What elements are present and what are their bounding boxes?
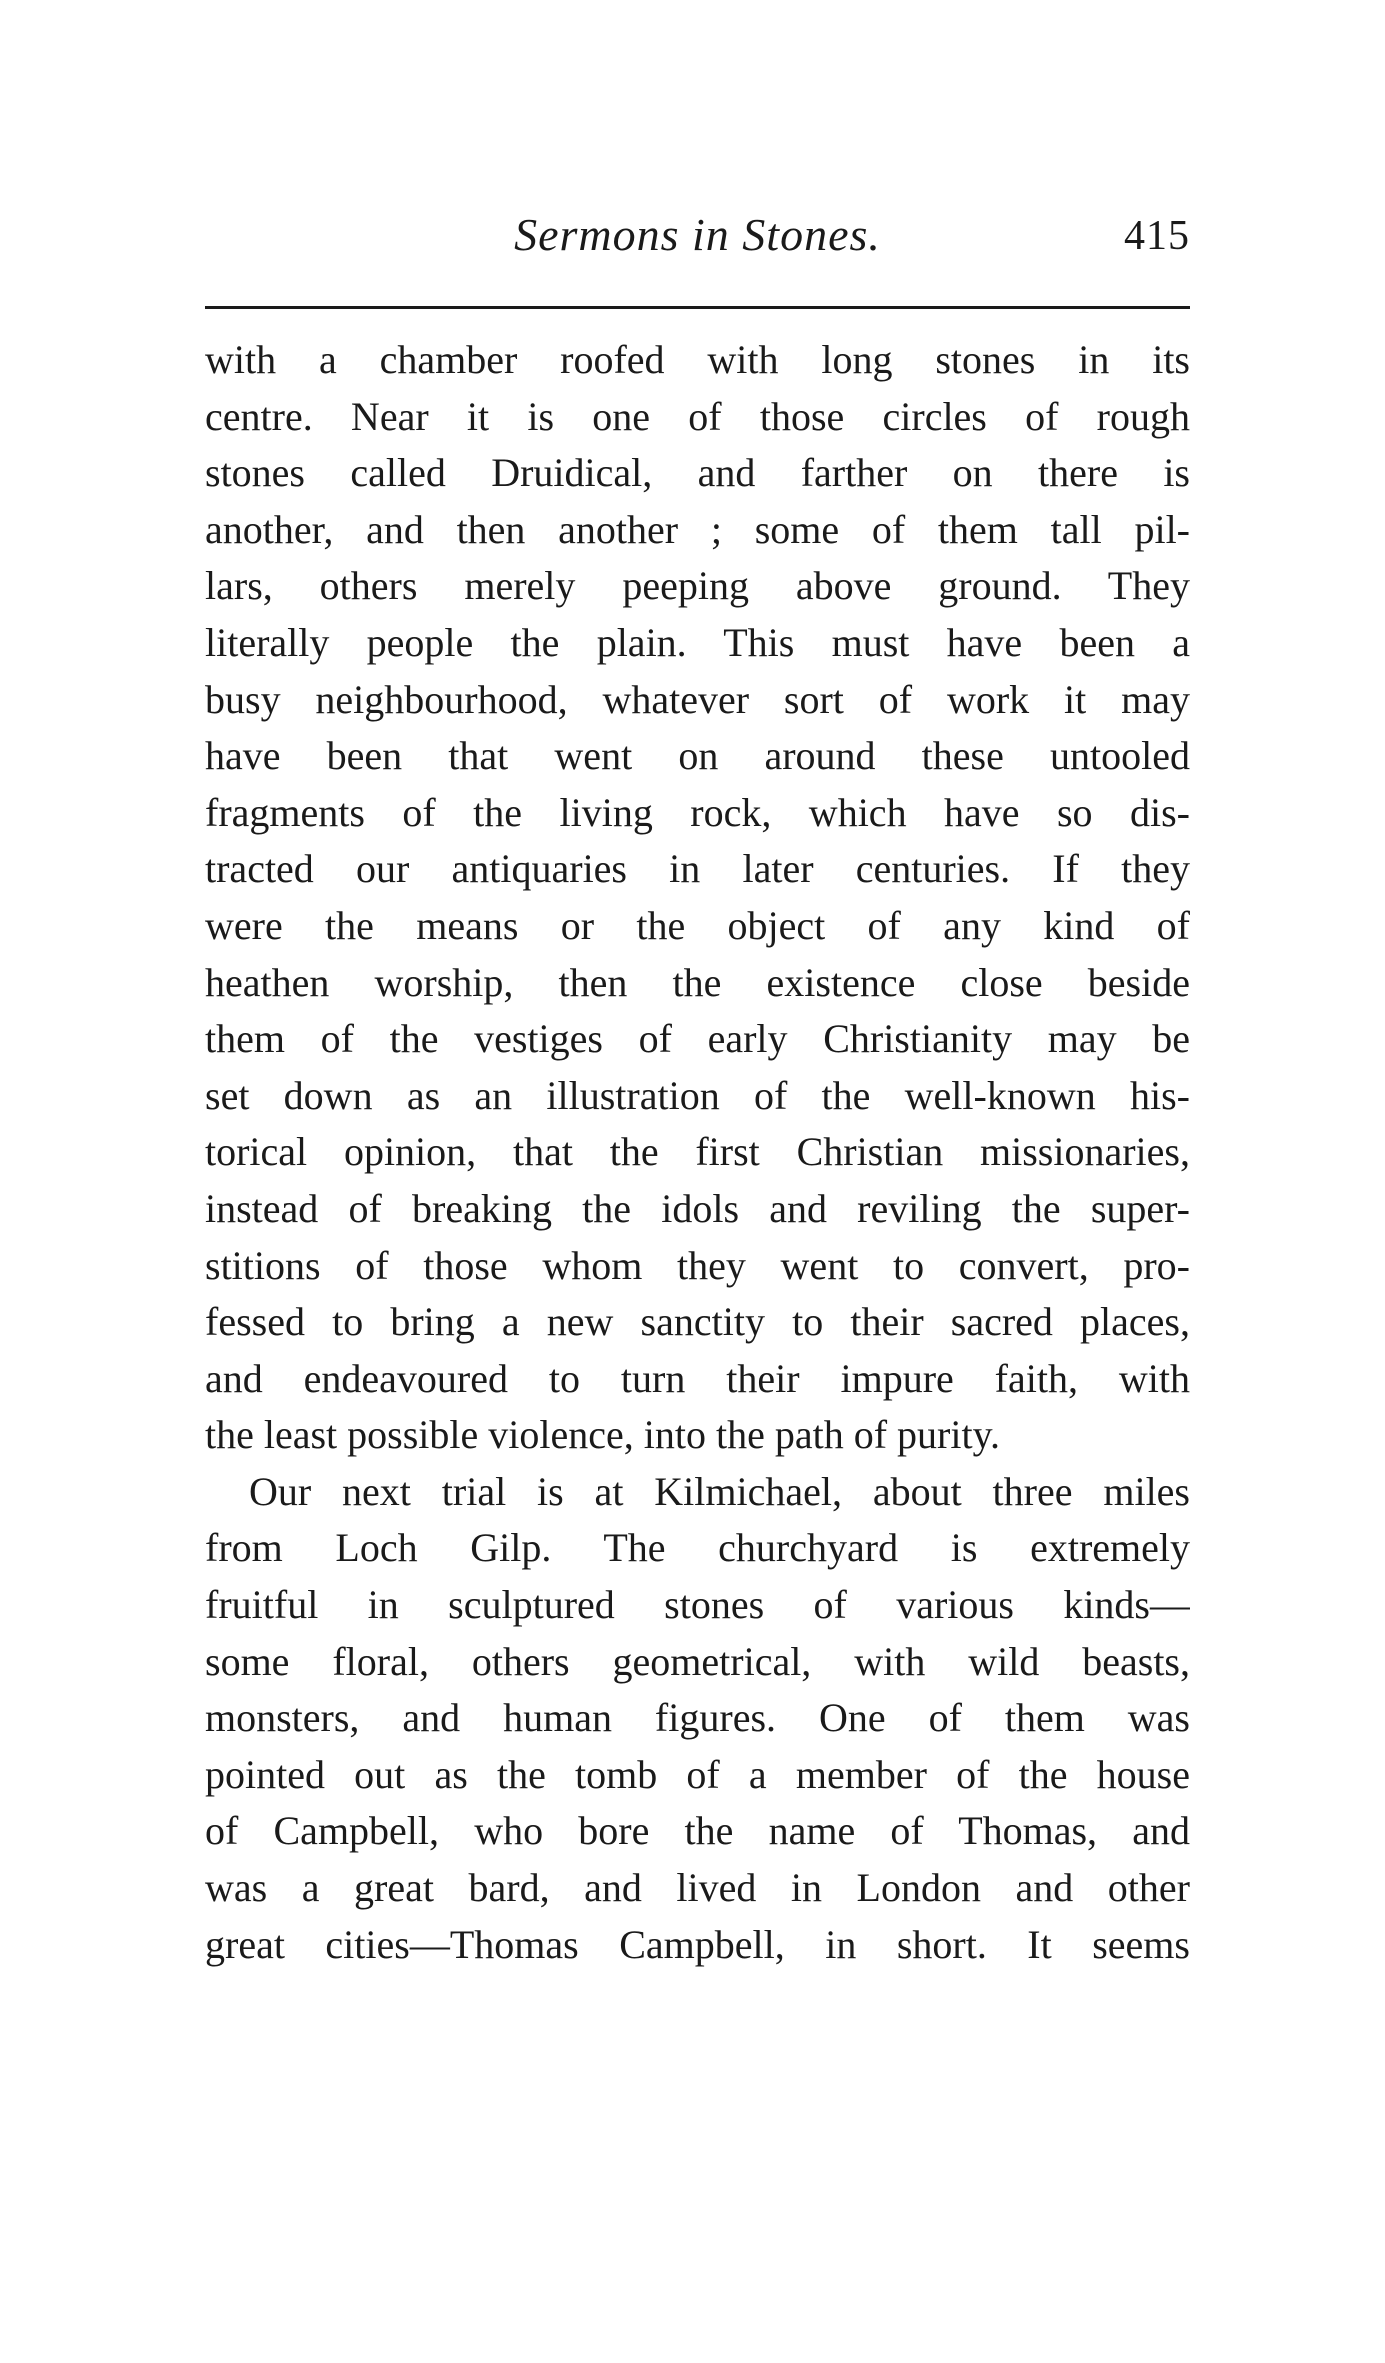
text-line: busy neighbourhood, whatever sort of work it may [205,676,1190,722]
text-line: fragments of the living rock, which have so dis- [205,789,1190,835]
text-line: of Campbell, who bore the name of Thomas, and [205,1808,1190,1854]
text-line: centre. Near it is one of those circles of rough [205,393,1190,439]
text-line: great cities—Thomas Campbell, in short. It seems [205,1921,1190,1967]
text-line: have been that went on around these untooled [205,733,1190,779]
text-line: monsters, and human figures. One of them was [205,1695,1190,1741]
text-line: the least possible violence, into the path of purity. [205,1412,1000,1458]
text-line: another, and then another ; some of them tall pil- [205,506,1190,552]
page-number: 415 [1124,213,1190,259]
text-line: lars, others merely peeping above ground. They [205,563,1190,609]
text-line: heathen worship, then the existence close beside [205,959,1190,1005]
text-line: fessed to bring a new sanctity to their sacred places, [205,1299,1190,1345]
text-line: some floral, others geometrical, with wild beasts, [205,1638,1190,1684]
running-title: Sermons in Stones. [514,209,881,260]
text-line: torical opinion, that the first Christian missionaries, [205,1129,1190,1175]
text-line: were the means or the object of any kind of [205,902,1190,948]
text-line: set down as an illustration of the well-known his- [205,1072,1190,1118]
text-line: them of the vestiges of early Christianity may be [205,1016,1190,1062]
body-text [205,332,1190,1973]
text-line: Our next trial is at Kilmichael, about three miles [249,1468,1190,1514]
paragraph-2 [205,1464,1190,1973]
paragraph-1 [205,332,1190,1464]
text-line: stitions of those whom they went to convert, pro- [205,1242,1190,1288]
text-line: instead of breaking the idols and reviling the super- [205,1185,1190,1231]
header-rule [205,306,1190,309]
text-line: fruitful in sculptured stones of various kinds— [205,1582,1190,1628]
text-line: stones called Druidical, and farther on there is [205,450,1190,496]
text-line: with a chamber roofed with long stones in its [205,337,1190,382]
text-line: from Loch Gilp. The churchyard is extremely [205,1525,1190,1571]
text-line: literally people the plain. This must have been a [205,619,1190,665]
text-line: and endeavoured to turn their impure faith, with [205,1355,1190,1401]
running-head [205,208,1190,278]
text-line: tracted our antiquaries in later centuries. If they [205,846,1190,892]
text-line: was a great bard, and lived in London and other [205,1865,1190,1911]
text-line: pointed out as the tomb of a member of the house [205,1751,1190,1797]
